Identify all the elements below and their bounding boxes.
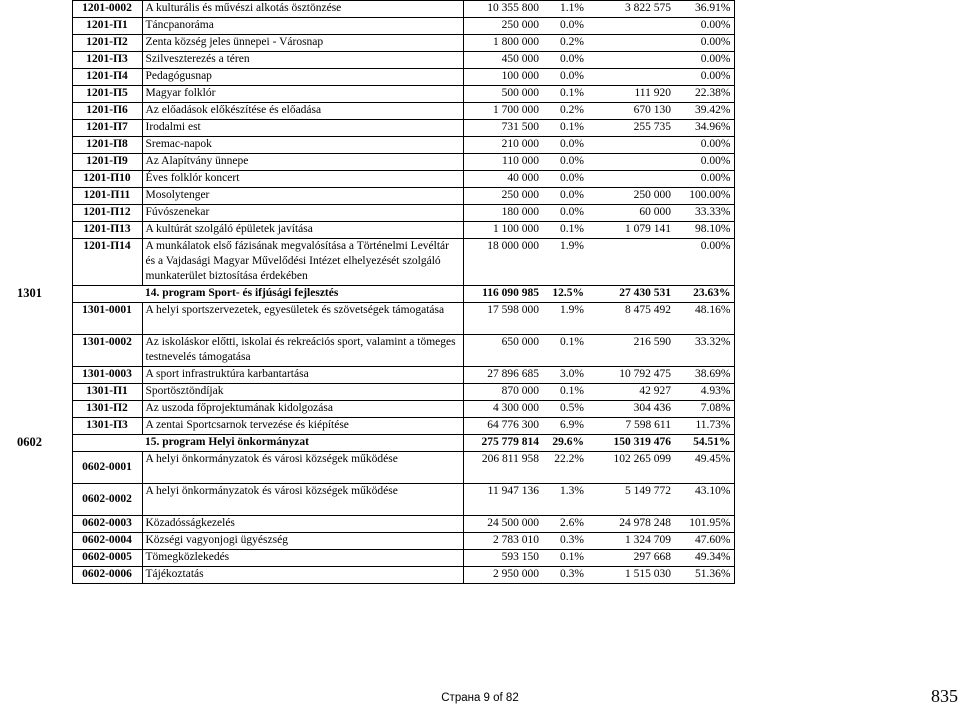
division-cell [14, 533, 72, 550]
table-row [14, 533, 734, 550]
planned-amount: 1 800 000 [463, 35, 542, 52]
activity-name: A helyi önkormányzatok és városi községek működése [142, 484, 463, 516]
table-row [14, 452, 734, 484]
division-cell [14, 137, 72, 154]
division-cell [14, 188, 72, 205]
realized-share: 0.00% [674, 137, 734, 154]
planned-amount: 210 000 [463, 137, 542, 154]
planned-amount: 250 000 [463, 188, 542, 205]
section-realized: 27 430 531 [587, 286, 674, 303]
table-row [14, 484, 734, 516]
realized-amount: 255 735 [587, 120, 674, 137]
realized-amount [587, 52, 674, 69]
planned-amount: 1 700 000 [463, 103, 542, 120]
section-division-code: 0602 [17, 434, 42, 449]
planned-amount: 2 950 000 [463, 567, 542, 584]
realized-share: 0.00% [674, 52, 734, 69]
realized-amount [587, 239, 674, 286]
activity-code: 1201-П9 [72, 154, 142, 171]
realized-share: 34.96% [674, 120, 734, 137]
realized-amount: 42 927 [587, 384, 674, 401]
planned-share: 0.1% [542, 384, 587, 401]
activity-name: Az Alapítvány ünnepe [142, 154, 463, 171]
table-row [14, 52, 734, 69]
table-row [14, 418, 734, 435]
activity-code: 1301-П1 [72, 384, 142, 401]
table-row [14, 550, 734, 567]
planned-amount: 4 300 000 [463, 401, 542, 418]
planned-share: 0.0% [542, 188, 587, 205]
section-program-name: 15. program Helyi önkormányzat [142, 435, 463, 452]
division-cell [14, 516, 72, 533]
realized-amount [587, 18, 674, 35]
activity-code: 1301-П2 [72, 401, 142, 418]
planned-share: 0.1% [542, 222, 587, 239]
activity-code: 1201-П5 [72, 86, 142, 103]
planned-amount: 731 500 [463, 120, 542, 137]
activity-code: 0602-0003 [72, 516, 142, 533]
planned-amount: 110 000 [463, 154, 542, 171]
division-cell [14, 86, 72, 103]
planned-amount: 593 150 [463, 550, 542, 567]
table-row [14, 103, 734, 120]
realized-amount: 250 000 [587, 188, 674, 205]
activity-name: Közadósságkezelés [142, 516, 463, 533]
activity-code: 1201-П2 [72, 35, 142, 52]
table-row [14, 222, 734, 239]
planned-share: 1.3% [542, 484, 587, 516]
activity-code: 1201-П1 [72, 18, 142, 35]
activity-name: Irodalmi est [142, 120, 463, 137]
realized-amount: 1 079 141 [587, 222, 674, 239]
section-division-code: 1301 [17, 285, 42, 300]
realized-amount: 5 149 772 [587, 484, 674, 516]
realized-share: 43.10% [674, 484, 734, 516]
division-cell [14, 418, 72, 435]
planned-share: 2.6% [542, 516, 587, 533]
realized-share: 0.00% [674, 69, 734, 86]
planned-share: 0.0% [542, 205, 587, 222]
activity-name: A sport infrastruktúra karbantartása [142, 367, 463, 384]
table-row [14, 35, 734, 52]
realized-amount: 10 792 475 [587, 367, 674, 384]
activity-code: 1301-0002 [72, 335, 142, 367]
table-row [14, 516, 734, 533]
planned-amount: 180 000 [463, 205, 542, 222]
division-cell [14, 120, 72, 137]
realized-amount: 304 436 [587, 401, 674, 418]
realized-amount: 3 822 575 [587, 1, 674, 18]
division-cell [14, 550, 72, 567]
table-row [14, 205, 734, 222]
page-number: 835 [931, 686, 958, 706]
activity-code: 1201-П14 [72, 239, 142, 286]
activity-name: Az uszoda főprojektumának kidolgozása [142, 401, 463, 418]
planned-share: 1.1% [542, 1, 587, 18]
division-cell [14, 303, 72, 335]
division-cell [14, 239, 72, 286]
activity-code: 0602-0005 [72, 550, 142, 567]
planned-share: 0.0% [542, 171, 587, 188]
planned-share: 1.9% [542, 239, 587, 286]
division-cell [14, 205, 72, 222]
activity-code: 1201-П4 [72, 69, 142, 86]
activity-code: 1201-П12 [72, 205, 142, 222]
section-share: 12.5% [542, 286, 587, 303]
planned-amount: 64 776 300 [463, 418, 542, 435]
table-row [14, 120, 734, 137]
planned-share: 1.9% [542, 303, 587, 335]
realized-share: 100.00% [674, 188, 734, 205]
realized-share: 33.33% [674, 205, 734, 222]
section-realized-share: 23.63% [674, 286, 734, 303]
budget-table-body [14, 1, 734, 584]
realized-share: 36.91% [674, 1, 734, 18]
planned-amount: 870 000 [463, 384, 542, 401]
realized-amount [587, 35, 674, 52]
activity-code: 1301-0003 [72, 367, 142, 384]
realized-amount: 24 978 248 [587, 516, 674, 533]
section-code-cell [72, 286, 142, 303]
division-cell [14, 567, 72, 584]
realized-share: 11.73% [674, 418, 734, 435]
activity-name: A helyi önkormányzatok és városi községek működése [142, 452, 463, 484]
planned-share: 22.2% [542, 452, 587, 484]
realized-share: 48.16% [674, 303, 734, 335]
realized-amount: 102 265 099 [587, 452, 674, 484]
planned-share: 3.0% [542, 367, 587, 384]
realized-amount: 111 920 [587, 86, 674, 103]
realized-share: 0.00% [674, 18, 734, 35]
activity-name: Pedagógusnap [142, 69, 463, 86]
planned-amount: 17 598 000 [463, 303, 542, 335]
planned-amount: 206 811 958 [463, 452, 542, 484]
planned-share: 0.1% [542, 550, 587, 567]
realized-share: 0.00% [674, 239, 734, 286]
realized-amount: 216 590 [587, 335, 674, 367]
realized-amount [587, 137, 674, 154]
planned-amount: 24 500 000 [463, 516, 542, 533]
planned-amount: 18 000 000 [463, 239, 542, 286]
table-row [14, 303, 734, 335]
activity-name: Magyar folklór [142, 86, 463, 103]
realized-share: 38.69% [674, 367, 734, 384]
division-cell [14, 52, 72, 69]
activity-code: 1201-П10 [72, 171, 142, 188]
table-row [14, 154, 734, 171]
planned-amount: 2 783 010 [463, 533, 542, 550]
activity-code: 0602-0001 [72, 452, 142, 484]
planned-amount: 1 100 000 [463, 222, 542, 239]
page-indicator: Страна 9 of 82 [441, 692, 519, 704]
activity-code: 1201-П3 [72, 52, 142, 69]
division-cell [14, 335, 72, 367]
realized-share: 98.10% [674, 222, 734, 239]
division-cell [14, 222, 72, 239]
section-code-cell [72, 435, 142, 452]
section-share: 29.6% [542, 435, 587, 452]
section-amount: 116 090 985 [463, 286, 542, 303]
table-row [14, 335, 734, 367]
planned-amount: 100 000 [463, 69, 542, 86]
realized-amount: 8 475 492 [587, 303, 674, 335]
planned-share: 6.9% [542, 418, 587, 435]
division-cell [14, 103, 72, 120]
realized-share: 0.00% [674, 154, 734, 171]
planned-amount: 11 947 136 [463, 484, 542, 516]
section-realized-share: 54.51% [674, 435, 734, 452]
realized-share: 33.32% [674, 335, 734, 367]
division-cell [14, 401, 72, 418]
activity-name: A kultúrát szolgáló épületek javítása [142, 222, 463, 239]
table-row [14, 401, 734, 418]
planned-share: 0.1% [542, 335, 587, 367]
planned-share: 0.2% [542, 35, 587, 52]
division-cell [14, 171, 72, 188]
activity-name: A zentai Sportcsarnok tervezése és kiépítése [142, 418, 463, 435]
realized-share: 4.93% [674, 384, 734, 401]
budget-table [14, 0, 735, 584]
activity-name: Zenta község jeles ünnepei - Városnap [142, 35, 463, 52]
section-row [14, 435, 734, 452]
realized-share: 51.36% [674, 567, 734, 584]
activity-code: 1201-0002 [72, 1, 142, 18]
realized-share: 39.42% [674, 103, 734, 120]
activity-code: 1301-П3 [72, 418, 142, 435]
table-row [14, 171, 734, 188]
table-row [14, 188, 734, 205]
realized-share: 49.34% [674, 550, 734, 567]
activity-name: Szilveszterezés a téren [142, 52, 463, 69]
planned-share: 0.0% [542, 18, 587, 35]
section-row [14, 286, 734, 303]
realized-share: 0.00% [674, 35, 734, 52]
realized-amount: 670 130 [587, 103, 674, 120]
realized-share: 0.00% [674, 171, 734, 188]
activity-code: 1201-П8 [72, 137, 142, 154]
realized-share: 47.60% [674, 533, 734, 550]
planned-amount: 40 000 [463, 171, 542, 188]
section-realized: 150 319 476 [587, 435, 674, 452]
table-row [14, 384, 734, 401]
planned-share: 0.3% [542, 567, 587, 584]
activity-name: Községi vagyonjogi ügyészség [142, 533, 463, 550]
table-row [14, 69, 734, 86]
division-cell [14, 35, 72, 52]
realized-share: 101.95% [674, 516, 734, 533]
division-cell [14, 154, 72, 171]
activity-code: 1201-П7 [72, 120, 142, 137]
planned-amount: 500 000 [463, 86, 542, 103]
activity-name: Mosolytenger [142, 188, 463, 205]
planned-share: 0.5% [542, 401, 587, 418]
activity-name: A munkálatok első fázisának megvalósítása a Történelmi Levéltár és a Vajdasági Magyar Művelődési Intézet elhelyezését szolgáló munkaterület biztosítása érdekében [142, 239, 463, 286]
planned-share: 0.0% [542, 137, 587, 154]
planned-share: 0.0% [542, 52, 587, 69]
division-cell [14, 367, 72, 384]
activity-code: 1301-0001 [72, 303, 142, 335]
activity-name: Az előadások előkészítése és előadása [142, 103, 463, 120]
planned-amount: 650 000 [463, 335, 542, 367]
activity-name: Az iskoláskor előtti, iskolai és rekreációs sport, valamint a tömeges testnevelés támogatása [142, 335, 463, 367]
planned-amount: 250 000 [463, 18, 542, 35]
activity-name: A helyi sportszervezetek, egyesületek és szövetségek támogatása [142, 303, 463, 335]
planned-amount: 10 355 800 [463, 1, 542, 18]
table-row [14, 86, 734, 103]
section-amount: 275 779 814 [463, 435, 542, 452]
activity-name: Sportösztöndíjak [142, 384, 463, 401]
table-row [14, 567, 734, 584]
planned-share: 0.1% [542, 120, 587, 137]
activity-code: 0602-0004 [72, 533, 142, 550]
planned-amount: 450 000 [463, 52, 542, 69]
realized-amount [587, 154, 674, 171]
division-cell [14, 18, 72, 35]
activity-code: 0602-0002 [72, 484, 142, 516]
activity-name: Tájékoztatás [142, 567, 463, 584]
realized-share: 49.45% [674, 452, 734, 484]
activity-name: Éves folklór koncert [142, 171, 463, 188]
section-program-name: 14. program Sport- és ifjúsági fejlesztés [142, 286, 463, 303]
realized-amount: 297 668 [587, 550, 674, 567]
activity-name: Táncpanoráma [142, 18, 463, 35]
activity-name: Fúvószenekar [142, 205, 463, 222]
activity-name: A kulturális és művészi alkotás ösztönzése [142, 1, 463, 18]
realized-amount [587, 69, 674, 86]
table-row [14, 1, 734, 18]
planned-amount: 27 896 685 [463, 367, 542, 384]
planned-share: 0.1% [542, 86, 587, 103]
realized-amount: 60 000 [587, 205, 674, 222]
activity-code: 1201-П11 [72, 188, 142, 205]
activity-code: 1201-П13 [72, 222, 142, 239]
division-cell [14, 484, 72, 516]
realized-amount: 1 324 709 [587, 533, 674, 550]
planned-share: 0.3% [542, 533, 587, 550]
table-row [14, 137, 734, 154]
realized-amount [587, 171, 674, 188]
planned-share: 0.0% [542, 154, 587, 171]
table-row [14, 18, 734, 35]
planned-share: 0.0% [542, 69, 587, 86]
division-cell [14, 69, 72, 86]
division-cell [14, 384, 72, 401]
realized-amount: 7 598 611 [587, 418, 674, 435]
activity-name: Tömegközlekedés [142, 550, 463, 567]
division-cell [14, 452, 72, 484]
realized-share: 22.38% [674, 86, 734, 103]
division-cell [14, 1, 72, 18]
planned-share: 0.2% [542, 103, 587, 120]
activity-code: 1201-П6 [72, 103, 142, 120]
activity-name: Sremac-napok [142, 137, 463, 154]
activity-code: 0602-0006 [72, 567, 142, 584]
realized-share: 7.08% [674, 401, 734, 418]
table-row [14, 367, 734, 384]
realized-amount: 1 515 030 [587, 567, 674, 584]
table-row [14, 239, 734, 286]
